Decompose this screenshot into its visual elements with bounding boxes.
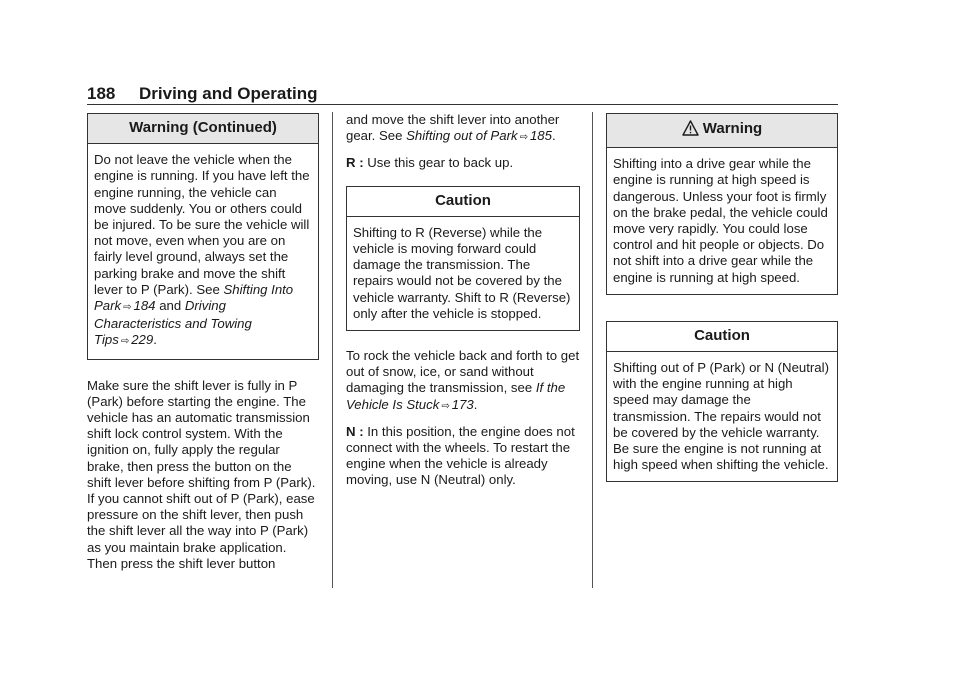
xref-vehicle-stuck[interactable]: If the Vehicle Is Stuck [346, 380, 566, 412]
caution-title: Caution [607, 322, 837, 352]
xref-shifting-out-of-park[interactable]: Shifting out of Park [406, 128, 518, 144]
column-divider-2 [592, 112, 593, 588]
warning-title: Warning [702, 120, 763, 137]
warning-box [606, 113, 838, 295]
xref-page[interactable]: 184 [133, 298, 156, 314]
page-ref-arrow-icon: ⇨ [519, 132, 528, 144]
warning-header [607, 114, 837, 148]
page-number: 188 [87, 84, 116, 103]
warning-continued-body: Do not leave the vehicle when the engine is running. If you have left the engine running, the vehicle can move suddenly. You or others could be injured. To be sure the vehicle will not move, even when you are on fairly level ground, always set the parking brake and move the shift lever to P (Park). See Shifting Into Park ⇨ 184 and Driving Characteristics and Towing Tips ⇨ 229. [94, 152, 310, 348]
warning-text-and: and [155, 298, 185, 314]
page-ref-arrow-icon: ⇨ [123, 302, 132, 314]
header-rule [87, 104, 838, 105]
column-1 [87, 113, 319, 572]
column-3 [606, 113, 838, 482]
page-header [87, 84, 318, 104]
intro-text: and move the shift lever into another gear. See [346, 112, 560, 144]
rock-text: To rock the vehicle back and forth to get out of snow, ice, or sand without damaging the transmission, see [346, 348, 580, 396]
section-title: Driving and Operating [139, 84, 318, 103]
xref-page[interactable]: 229 [131, 332, 154, 348]
warning-continued-title: Warning (Continued) [88, 114, 318, 144]
page-ref-arrow-icon: ⇨ [441, 400, 450, 412]
neutral-label: N : [346, 423, 364, 439]
page-ref-arrow-icon: ⇨ [120, 336, 130, 348]
xref-shifting-into-park[interactable]: Shifting Into Park [94, 281, 294, 314]
neutral-text: In this position, the engine does not connect with the wheels. To restart the engine when the vehicle is already moving, use N (Neutral) only. [346, 423, 575, 488]
xref-page[interactable]: 185 [529, 128, 552, 144]
neutral-paragraph [346, 424, 580, 489]
caution-box-reverse [346, 186, 580, 331]
warning-triangle-icon [682, 120, 699, 140]
warning-body: Shifting into a drive gear while the engine is running at high speed is dangerous. Unless your foot is firmly on the brake pedal, the vehicle could move very rapidly. You could lose control and hit people or objects. Do not shift into a drive gear while the engine is running at high speed. [613, 156, 828, 285]
rock-paragraph: To rock the vehicle back and forth to get out of snow, ice, or sand without damaging the transmission, see If the Vehicle Is Stuck ⇨ 173. [346, 348, 580, 412]
column-divider-1 [332, 112, 333, 588]
reverse-label: R : [346, 155, 364, 171]
xref-page[interactable]: 173 [451, 396, 474, 412]
caution-title: Caution [347, 187, 579, 217]
xref-driving-characteristics[interactable]: Driving Characteristics and Towing Tips [94, 298, 252, 348]
column-2 [346, 112, 580, 489]
intro-paragraph: and move the shift lever into another gear. See Shifting out of Park ⇨ 185. [346, 112, 560, 144]
warning-continued-box [87, 113, 319, 360]
reverse-text: Use this gear to back up. [367, 155, 514, 171]
shift-lock-paragraph: Make sure the shift lever is fully in P (Park) before starting the engine. The vehicle has an automatic transmission shift lock control system. With the ignition on, fully apply the regular brake, then press the button on the shift lever before shifting from P (Park). If you cannot shift out of P (Park), ease pressure on the shift lever, then push the shift lever all the way into P (Park) as you maintain brake application. Then press the shift lever button [87, 377, 316, 571]
caution-box-high-speed [606, 321, 838, 483]
caution-body: Shifting out of P (Park) or N (Neutral) with the engine running at high speed may damage the transmission. The repairs would not be covered by the vehicle warranty. Be sure the engine is not running at high speed when shifting the vehicle. [613, 360, 829, 473]
caution-body: Shifting to R (Reverse) while the vehicle is moving forward could damage the transmission. The repairs would not be covered by the vehicle warranty. Shift to R (Reverse) only after the vehicle is stopped. [353, 224, 571, 321]
reverse-paragraph [346, 155, 580, 171]
warning-text: Do not leave the vehicle when the engine is running. If you have left the engine running, the vehicle can move suddenly. You or others could be injured. To be sure the vehicle will not move, even when you are on fairly level ground, always set the parking brake and move the shift lever to P (Park). See [94, 152, 310, 297]
